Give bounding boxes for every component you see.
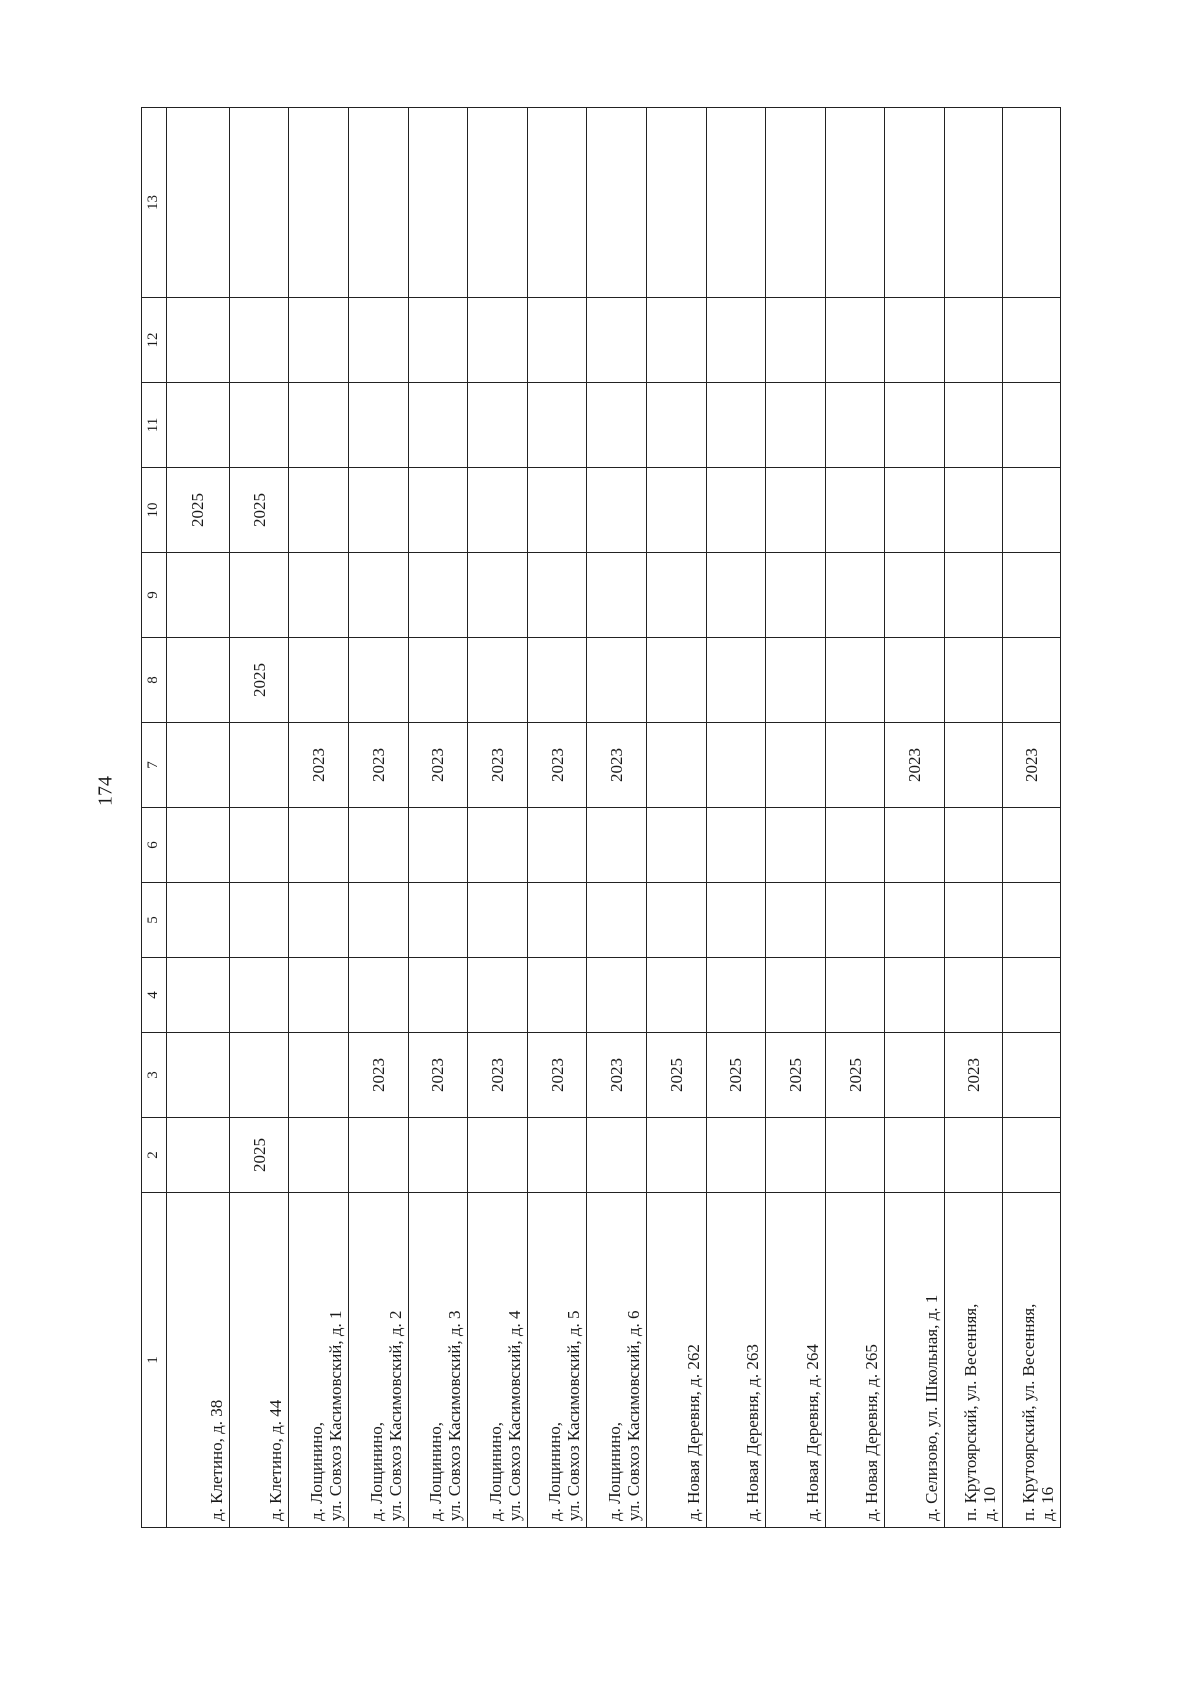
year-cell	[289, 638, 349, 723]
table-row	[1003, 108, 1061, 1528]
address-cell: д. Лощинино, ул. Совхоз Касимовский, д. 2	[348, 1193, 408, 1528]
year-cell	[408, 108, 468, 298]
year-cell	[289, 1118, 349, 1193]
year-cell: 2023	[468, 723, 528, 808]
year-cell	[348, 383, 408, 468]
year-cell	[944, 468, 1003, 553]
year-cell	[587, 808, 647, 883]
year-cell	[348, 958, 408, 1033]
year-cell	[706, 808, 766, 883]
year-cell: 2023	[527, 723, 587, 808]
year-cell	[825, 723, 885, 808]
year-cell	[825, 468, 885, 553]
year-cell	[587, 108, 647, 298]
year-cell	[229, 1033, 289, 1118]
year-cell	[408, 468, 468, 553]
address-cell: д. Новая Деревня, д. 264	[766, 1193, 826, 1528]
year-cell: 2023	[348, 723, 408, 808]
year-cell	[348, 298, 408, 383]
table-row	[944, 108, 1003, 1528]
year-cell	[885, 958, 945, 1033]
table-row	[885, 108, 945, 1528]
year-cell	[706, 958, 766, 1033]
year-cell	[1003, 553, 1061, 638]
year-cell	[229, 958, 289, 1033]
year-cell	[944, 883, 1003, 958]
year-cell	[587, 553, 647, 638]
year-cell	[408, 553, 468, 638]
column-header: 2	[142, 1118, 167, 1193]
address-cell: д. Лощинино, ул. Совхоз Касимовский, д. 3	[408, 1193, 468, 1528]
year-cell: 2025	[706, 1033, 766, 1118]
table-row	[706, 108, 766, 1528]
year-cell	[885, 383, 945, 468]
year-cell	[348, 1118, 408, 1193]
year-cell	[646, 383, 706, 468]
year-cell	[348, 108, 408, 298]
address-cell: д. Клетино, д. 38	[166, 1193, 229, 1528]
year-cell	[289, 808, 349, 883]
year-cell	[646, 298, 706, 383]
year-cell	[587, 958, 647, 1033]
column-header: 11	[142, 383, 167, 468]
year-cell	[766, 723, 826, 808]
year-cell	[885, 553, 945, 638]
year-cell	[468, 638, 528, 723]
year-cell	[289, 553, 349, 638]
data-table	[141, 107, 1061, 1528]
year-cell	[1003, 1033, 1061, 1118]
year-cell	[408, 638, 468, 723]
address-cell: п. Крутоярский, ул. Весенняя, д. 16	[1003, 1193, 1061, 1528]
year-cell	[348, 553, 408, 638]
column-header: 10	[142, 468, 167, 553]
year-cell	[527, 108, 587, 298]
address-cell: д. Лощинино, ул. Совхоз Касимовский, д. 6	[587, 1193, 647, 1528]
year-cell	[166, 723, 229, 808]
year-cell	[825, 383, 885, 468]
year-cell	[1003, 108, 1061, 298]
year-cell	[825, 1118, 885, 1193]
year-cell: 2023	[1003, 723, 1061, 808]
column-header: 4	[142, 958, 167, 1033]
table-row	[408, 108, 468, 1528]
year-cell: 2023	[944, 1033, 1003, 1118]
year-cell	[646, 723, 706, 808]
year-cell	[587, 883, 647, 958]
year-cell	[766, 958, 826, 1033]
year-cell	[289, 383, 349, 468]
year-cell	[944, 383, 1003, 468]
year-cell	[825, 883, 885, 958]
year-cell	[766, 553, 826, 638]
year-cell	[468, 553, 528, 638]
address-cell: д. Селизово, ул. Школьная, д. 1	[885, 1193, 945, 1528]
year-cell	[944, 808, 1003, 883]
year-cell	[766, 383, 826, 468]
year-cell	[825, 298, 885, 383]
year-cell	[229, 723, 289, 808]
year-cell	[885, 638, 945, 723]
address-cell: д. Новая Деревня, д. 262	[646, 1193, 706, 1528]
year-cell	[646, 958, 706, 1033]
year-cell	[166, 1118, 229, 1193]
year-cell	[944, 958, 1003, 1033]
year-cell: 2023	[468, 1033, 528, 1118]
column-header: 7	[142, 723, 167, 808]
year-cell	[646, 1118, 706, 1193]
year-cell	[646, 808, 706, 883]
year-cell	[166, 883, 229, 958]
column-header: 8	[142, 638, 167, 723]
column-header: 5	[142, 883, 167, 958]
year-cell	[348, 468, 408, 553]
year-cell	[468, 883, 528, 958]
year-cell	[766, 108, 826, 298]
year-cell	[166, 553, 229, 638]
year-cell	[646, 883, 706, 958]
year-cell	[1003, 638, 1061, 723]
year-cell	[646, 108, 706, 298]
year-cell	[229, 383, 289, 468]
year-cell	[885, 468, 945, 553]
year-cell	[706, 723, 766, 808]
year-cell	[468, 468, 528, 553]
year-cell: 2023	[587, 1033, 647, 1118]
address-cell: д. Лощинино, ул. Совхоз Касимовский, д. 4	[468, 1193, 528, 1528]
year-cell	[527, 383, 587, 468]
rotated-table-wrapper	[141, 108, 1061, 1528]
address-cell: д. Новая Деревня, д. 263	[706, 1193, 766, 1528]
year-cell	[766, 808, 826, 883]
table-row	[646, 108, 706, 1528]
year-cell	[1003, 1118, 1061, 1193]
year-cell	[229, 808, 289, 883]
column-header: 6	[142, 808, 167, 883]
year-cell	[229, 553, 289, 638]
year-cell	[229, 298, 289, 383]
year-cell	[646, 468, 706, 553]
table-row	[527, 108, 587, 1528]
year-cell: 2025	[766, 1033, 826, 1118]
year-cell	[766, 1118, 826, 1193]
year-cell	[706, 638, 766, 723]
column-header: 9	[142, 553, 167, 638]
year-cell	[944, 723, 1003, 808]
year-cell	[706, 553, 766, 638]
year-cell: 2023	[289, 723, 349, 808]
address-cell: д. Новая Деревня, д. 265	[825, 1193, 885, 1528]
year-cell	[229, 883, 289, 958]
year-cell	[527, 1118, 587, 1193]
year-cell	[289, 958, 349, 1033]
year-cell	[587, 638, 647, 723]
year-cell	[408, 808, 468, 883]
year-cell	[408, 1118, 468, 1193]
year-cell	[944, 553, 1003, 638]
year-cell	[289, 468, 349, 553]
column-header: 12	[142, 298, 167, 383]
year-cell	[1003, 883, 1061, 958]
table-row	[825, 108, 885, 1528]
year-cell	[166, 958, 229, 1033]
year-cell	[468, 958, 528, 1033]
year-cell	[1003, 383, 1061, 468]
year-cell: 2025	[229, 1118, 289, 1193]
year-cell	[166, 638, 229, 723]
year-cell	[408, 298, 468, 383]
page-number: 174	[94, 776, 117, 806]
year-cell	[825, 808, 885, 883]
year-cell	[468, 383, 528, 468]
year-cell	[348, 638, 408, 723]
year-cell: 2023	[348, 1033, 408, 1118]
year-cell	[706, 883, 766, 958]
year-cell	[468, 298, 528, 383]
year-cell	[944, 298, 1003, 383]
year-cell	[646, 553, 706, 638]
year-cell	[587, 468, 647, 553]
address-cell: п. Крутоярский, ул. Весенняя, д. 10	[944, 1193, 1003, 1528]
year-cell	[468, 808, 528, 883]
year-cell	[166, 298, 229, 383]
year-cell	[289, 298, 349, 383]
year-cell: 2023	[408, 723, 468, 808]
year-cell	[766, 468, 826, 553]
year-cell: 2025	[229, 468, 289, 553]
year-cell	[166, 383, 229, 468]
table-row	[229, 108, 289, 1528]
year-cell	[706, 383, 766, 468]
year-cell	[825, 958, 885, 1033]
year-cell	[885, 298, 945, 383]
year-cell	[166, 108, 229, 298]
year-cell	[766, 638, 826, 723]
table-row	[468, 108, 528, 1528]
column-header: 13	[142, 108, 167, 298]
year-cell	[348, 883, 408, 958]
year-cell: 2025	[646, 1033, 706, 1118]
year-cell: 2025	[825, 1033, 885, 1118]
year-cell	[706, 298, 766, 383]
year-cell	[587, 1118, 647, 1193]
year-cell	[468, 108, 528, 298]
year-cell: 2023	[885, 723, 945, 808]
address-cell: д. Клетино, д. 44	[229, 1193, 289, 1528]
year-cell	[885, 883, 945, 958]
year-cell	[166, 1033, 229, 1118]
year-cell	[527, 808, 587, 883]
year-cell	[1003, 468, 1061, 553]
year-cell	[766, 883, 826, 958]
year-cell: 2023	[587, 723, 647, 808]
year-cell	[527, 958, 587, 1033]
year-cell	[885, 1033, 945, 1118]
year-cell	[527, 298, 587, 383]
year-cell	[885, 808, 945, 883]
year-cell	[289, 1033, 349, 1118]
column-header: 1	[142, 1193, 167, 1528]
year-cell	[825, 108, 885, 298]
year-cell	[166, 808, 229, 883]
year-cell	[885, 108, 945, 298]
table-row	[587, 108, 647, 1528]
year-cell	[944, 1118, 1003, 1193]
year-cell	[527, 468, 587, 553]
year-cell	[468, 1118, 528, 1193]
year-cell	[706, 108, 766, 298]
year-cell	[408, 958, 468, 1033]
address-cell: д. Лощинино, ул. Совхоз Касимовский, д. 5	[527, 1193, 587, 1528]
header-row	[142, 108, 167, 1528]
year-cell	[587, 383, 647, 468]
year-cell	[825, 638, 885, 723]
year-cell	[289, 108, 349, 298]
year-cell	[348, 808, 408, 883]
year-cell	[944, 638, 1003, 723]
year-cell: 2025	[229, 638, 289, 723]
table-row	[766, 108, 826, 1528]
year-cell	[229, 108, 289, 298]
column-header: 3	[142, 1033, 167, 1118]
table-row	[166, 108, 229, 1528]
year-cell	[289, 883, 349, 958]
year-cell	[646, 638, 706, 723]
year-cell: 2023	[408, 1033, 468, 1118]
year-cell: 2023	[527, 1033, 587, 1118]
year-cell	[527, 883, 587, 958]
year-cell	[527, 638, 587, 723]
year-cell	[587, 298, 647, 383]
year-cell	[408, 883, 468, 958]
year-cell	[1003, 958, 1061, 1033]
year-cell	[706, 1118, 766, 1193]
year-cell	[885, 1118, 945, 1193]
address-cell: д. Лощинино, ул. Совхоз Касимовский, д. 1	[289, 1193, 349, 1528]
year-cell	[1003, 298, 1061, 383]
table-row	[348, 108, 408, 1528]
year-cell	[408, 383, 468, 468]
year-cell	[527, 553, 587, 638]
year-cell	[706, 468, 766, 553]
year-cell: 2025	[166, 468, 229, 553]
year-cell	[825, 553, 885, 638]
year-cell	[944, 108, 1003, 298]
table-row	[289, 108, 349, 1528]
year-cell	[1003, 808, 1061, 883]
year-cell	[766, 298, 826, 383]
